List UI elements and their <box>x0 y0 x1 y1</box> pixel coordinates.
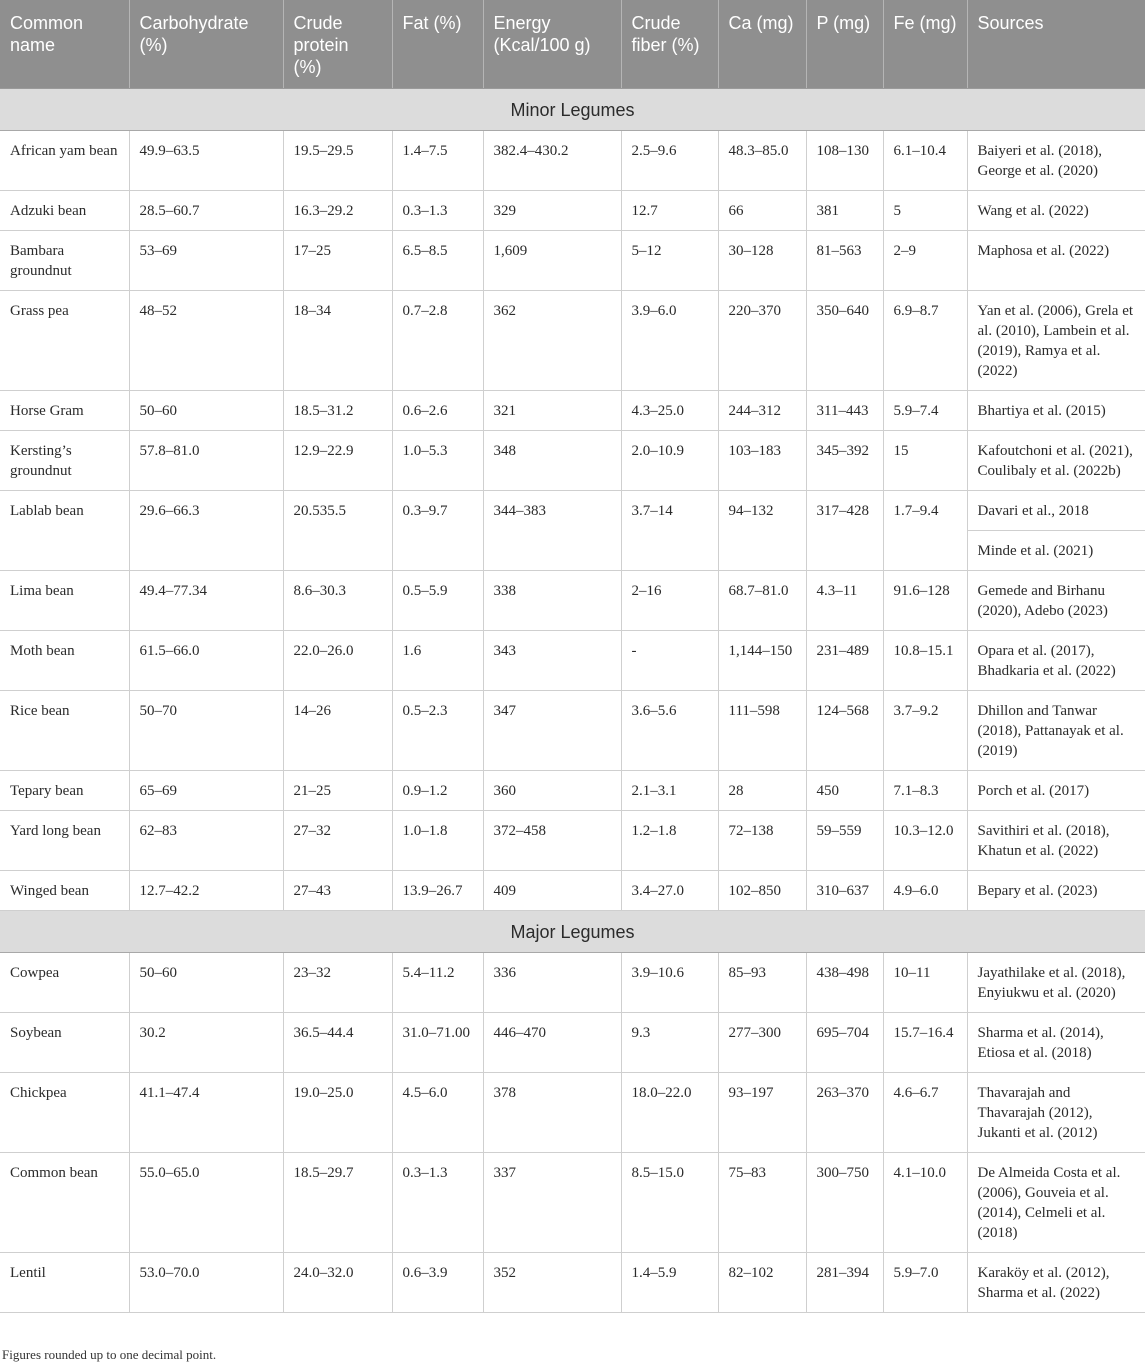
carbohydrate-cell: 12.7–42.2 <box>129 871 283 911</box>
energy-cell: 446–470 <box>483 1013 621 1073</box>
column-header: Carbohydrate (%) <box>129 0 283 89</box>
column-header: Crude protein (%) <box>283 0 392 89</box>
crude-fiber-cell: 3.9–10.6 <box>621 953 718 1013</box>
crude-protein-cell: 20.535.5 <box>283 491 392 571</box>
column-header: Sources <box>967 0 1145 89</box>
fat-cell: 0.6–2.6 <box>392 391 483 431</box>
fat-cell: 13.9–26.7 <box>392 871 483 911</box>
carbohydrate-cell: 57.8–81.0 <box>129 431 283 491</box>
fat-cell: 0.3–1.3 <box>392 191 483 231</box>
crude-fiber-cell: 8.5–15.0 <box>621 1153 718 1253</box>
crude-protein-cell: 14–26 <box>283 691 392 771</box>
crude-protein-cell: 8.6–30.3 <box>283 571 392 631</box>
phosphorus-cell: 281–394 <box>806 1253 883 1313</box>
sources-cell: Opara et al. (2017), Bhadkaria et al. (2022) <box>967 631 1145 691</box>
sources-cell: Bepary et al. (2023) <box>967 871 1145 911</box>
energy-cell: 336 <box>483 953 621 1013</box>
sources-cell: Wang et al. (2022) <box>967 191 1145 231</box>
carbohydrate-cell: 30.2 <box>129 1013 283 1073</box>
table-row <box>0 1153 1145 1253</box>
phosphorus-cell: 311–443 <box>806 391 883 431</box>
crude-protein-cell: 22.0–26.0 <box>283 631 392 691</box>
energy-cell: 344–383 <box>483 491 621 571</box>
iron-cell: 6.9–8.7 <box>883 291 967 391</box>
fat-cell: 1.6 <box>392 631 483 691</box>
fat-cell: 6.5–8.5 <box>392 231 483 291</box>
crude-protein-cell: 18–34 <box>283 291 392 391</box>
common-name-cell: Grass pea <box>0 291 129 391</box>
crude-protein-cell: 27–32 <box>283 811 392 871</box>
calcium-cell: 93–197 <box>718 1073 806 1153</box>
energy-cell: 360 <box>483 771 621 811</box>
table-row <box>0 571 1145 631</box>
crude-fiber-cell: 1.2–1.8 <box>621 811 718 871</box>
fat-cell: 1.0–1.8 <box>392 811 483 871</box>
sources-cell: Dhillon and Tanwar (2018), Pattanayak et al. (2019) <box>967 691 1145 771</box>
carbohydrate-cell: 53.0–70.0 <box>129 1253 283 1313</box>
phosphorus-cell: 300–750 <box>806 1153 883 1253</box>
section-title: Minor Legumes <box>0 89 1145 131</box>
fat-cell: 0.7–2.8 <box>392 291 483 391</box>
table-row <box>0 191 1145 231</box>
iron-cell: 10.8–15.1 <box>883 631 967 691</box>
section-row-minor <box>0 89 1145 131</box>
fat-cell: 0.9–1.2 <box>392 771 483 811</box>
iron-cell: 1.7–9.4 <box>883 491 967 571</box>
phosphorus-cell: 124–568 <box>806 691 883 771</box>
crude-fiber-cell: 3.4–27.0 <box>621 871 718 911</box>
common-name-cell: Yard long bean <box>0 811 129 871</box>
phosphorus-cell: 231–489 <box>806 631 883 691</box>
fat-cell: 0.3–1.3 <box>392 1153 483 1253</box>
calcium-cell: 244–312 <box>718 391 806 431</box>
crude-fiber-cell: 2.0–10.9 <box>621 431 718 491</box>
sources-cell: Maphosa et al. (2022) <box>967 231 1145 291</box>
column-header: Fe (mg) <box>883 0 967 89</box>
calcium-cell: 102–850 <box>718 871 806 911</box>
table-row <box>0 391 1145 431</box>
calcium-cell: 111–598 <box>718 691 806 771</box>
energy-cell: 338 <box>483 571 621 631</box>
table-row <box>0 1253 1145 1313</box>
energy-cell: 347 <box>483 691 621 771</box>
common-name-cell: Moth bean <box>0 631 129 691</box>
carbohydrate-cell: 41.1–47.4 <box>129 1073 283 1153</box>
energy-cell: 372–458 <box>483 811 621 871</box>
phosphorus-cell: 59–559 <box>806 811 883 871</box>
crude-fiber-cell: 12.7 <box>621 191 718 231</box>
energy-cell: 343 <box>483 631 621 691</box>
crude-fiber-cell: 2.5–9.6 <box>621 131 718 191</box>
fat-cell: 0.3–9.7 <box>392 491 483 571</box>
carbohydrate-cell: 49.9–63.5 <box>129 131 283 191</box>
crude-fiber-cell: 18.0–22.0 <box>621 1073 718 1153</box>
fat-cell: 0.5–5.9 <box>392 571 483 631</box>
carbohydrate-cell: 49.4–77.34 <box>129 571 283 631</box>
calcium-cell: 82–102 <box>718 1253 806 1313</box>
section-title: Major Legumes <box>0 911 1145 953</box>
energy-cell: 1,609 <box>483 231 621 291</box>
phosphorus-cell: 4.3–11 <box>806 571 883 631</box>
header-row <box>0 0 1145 89</box>
phosphorus-cell: 317–428 <box>806 491 883 571</box>
carbohydrate-cell: 55.0–65.0 <box>129 1153 283 1253</box>
sources-cell: Yan et al. (2006), Grela et al. (2010), Lambein et al. (2019), Ramya et al. (2022) <box>967 291 1145 391</box>
table-footnote: Figures rounded up to one decimal point. <box>2 1347 217 1362</box>
calcium-cell: 28 <box>718 771 806 811</box>
carbohydrate-cell: 50–60 <box>129 953 283 1013</box>
crude-fiber-cell: 3.6–5.6 <box>621 691 718 771</box>
iron-cell: 91.6–128 <box>883 571 967 631</box>
fat-cell: 5.4–11.2 <box>392 953 483 1013</box>
energy-cell: 382.4–430.2 <box>483 131 621 191</box>
common-name-cell: Horse Gram <box>0 391 129 431</box>
energy-cell: 378 <box>483 1073 621 1153</box>
column-header: Fat (%) <box>392 0 483 89</box>
crude-fiber-cell: 9.3 <box>621 1013 718 1073</box>
common-name-cell: Kersting’s groundnut <box>0 431 129 491</box>
fat-cell: 31.0–71.00 <box>392 1013 483 1073</box>
table-row <box>0 871 1145 911</box>
calcium-cell: 72–138 <box>718 811 806 871</box>
carbohydrate-cell: 65–69 <box>129 771 283 811</box>
iron-cell: 7.1–8.3 <box>883 771 967 811</box>
energy-cell: 321 <box>483 391 621 431</box>
common-name-cell: Soybean <box>0 1013 129 1073</box>
energy-cell: 348 <box>483 431 621 491</box>
carbohydrate-cell: 50–60 <box>129 391 283 431</box>
column-header: Ca (mg) <box>718 0 806 89</box>
sources-cell: Gemede and Birhanu (2020), Adebo (2023) <box>967 571 1145 631</box>
calcium-cell: 85–93 <box>718 953 806 1013</box>
fat-cell: 4.5–6.0 <box>392 1073 483 1153</box>
iron-cell: 15.7–16.4 <box>883 1013 967 1073</box>
crude-fiber-cell: 3.9–6.0 <box>621 291 718 391</box>
iron-cell: 2–9 <box>883 231 967 291</box>
carbohydrate-cell: 29.6–66.3 <box>129 491 283 571</box>
crude-protein-cell: 36.5–44.4 <box>283 1013 392 1073</box>
phosphorus-cell: 695–704 <box>806 1013 883 1073</box>
common-name-cell: Bambara groundnut <box>0 231 129 291</box>
table-row <box>0 811 1145 871</box>
crude-fiber-cell: 1.4–5.9 <box>621 1253 718 1313</box>
common-name-cell: Adzuki bean <box>0 191 129 231</box>
crude-protein-cell: 19.5–29.5 <box>283 131 392 191</box>
table-row <box>0 771 1145 811</box>
energy-cell: 329 <box>483 191 621 231</box>
table-row <box>0 1073 1145 1153</box>
column-header: P (mg) <box>806 0 883 89</box>
calcium-cell: 220–370 <box>718 291 806 391</box>
calcium-cell: 1,144–150 <box>718 631 806 691</box>
calcium-cell: 66 <box>718 191 806 231</box>
sources-cell: Karaköy et al. (2012), Sharma et al. (2022) <box>967 1253 1145 1313</box>
iron-cell: 5.9–7.4 <box>883 391 967 431</box>
iron-cell: 4.9–6.0 <box>883 871 967 911</box>
phosphorus-cell: 350–640 <box>806 291 883 391</box>
iron-cell: 10.3–12.0 <box>883 811 967 871</box>
crude-protein-cell: 12.9–22.9 <box>283 431 392 491</box>
common-name-cell: Chickpea <box>0 1073 129 1153</box>
common-name-cell: Rice bean <box>0 691 129 771</box>
sources-cell: Davari et al., 2018 <box>967 491 1145 531</box>
sources-cell: Kafoutchoni et al. (2021), Coulibaly et al. (2022b) <box>967 431 1145 491</box>
fat-cell: 1.4–7.5 <box>392 131 483 191</box>
table-row <box>0 631 1145 691</box>
sources-cell: Sharma et al. (2014), Etiosa et al. (2018) <box>967 1013 1145 1073</box>
crude-fiber-cell: 4.3–25.0 <box>621 391 718 431</box>
iron-cell: 3.7–9.2 <box>883 691 967 771</box>
phosphorus-cell: 108–130 <box>806 131 883 191</box>
calcium-cell: 277–300 <box>718 1013 806 1073</box>
table-row <box>0 953 1145 1013</box>
calcium-cell: 68.7–81.0 <box>718 571 806 631</box>
column-header: Common name <box>0 0 129 89</box>
carbohydrate-cell: 53–69 <box>129 231 283 291</box>
crude-protein-cell: 19.0–25.0 <box>283 1073 392 1153</box>
table-row <box>0 1013 1145 1073</box>
table-row <box>0 291 1145 391</box>
common-name-cell: Lima bean <box>0 571 129 631</box>
common-name-cell: Winged bean <box>0 871 129 911</box>
crude-protein-cell: 21–25 <box>283 771 392 811</box>
section-row-major <box>0 911 1145 953</box>
crude-protein-cell: 18.5–31.2 <box>283 391 392 431</box>
crude-fiber-cell: 2.1–3.1 <box>621 771 718 811</box>
sources-cell: Savithiri et al. (2018), Khatun et al. (2022) <box>967 811 1145 871</box>
calcium-cell: 48.3–85.0 <box>718 131 806 191</box>
energy-cell: 362 <box>483 291 621 391</box>
column-header: Energy (Kcal/100 g) <box>483 0 621 89</box>
iron-cell: 5.9–7.0 <box>883 1253 967 1313</box>
table-row <box>0 131 1145 191</box>
carbohydrate-cell: 28.5–60.7 <box>129 191 283 231</box>
crude-protein-cell: 24.0–32.0 <box>283 1253 392 1313</box>
calcium-cell: 30–128 <box>718 231 806 291</box>
iron-cell: 6.1–10.4 <box>883 131 967 191</box>
common-name-cell: Tepary bean <box>0 771 129 811</box>
energy-cell: 337 <box>483 1153 621 1253</box>
carbohydrate-cell: 50–70 <box>129 691 283 771</box>
iron-cell: 4.1–10.0 <box>883 1153 967 1253</box>
common-name-cell: Cowpea <box>0 953 129 1013</box>
sources-cell: De Almeida Costa et al. (2006), Gouveia et al. (2014), Celmeli et al. (2018) <box>967 1153 1145 1253</box>
crude-protein-cell: 16.3–29.2 <box>283 191 392 231</box>
crude-protein-cell: 18.5–29.7 <box>283 1153 392 1253</box>
phosphorus-cell: 310–637 <box>806 871 883 911</box>
common-name-cell: Common bean <box>0 1153 129 1253</box>
crude-fiber-cell: - <box>621 631 718 691</box>
phosphorus-cell: 263–370 <box>806 1073 883 1153</box>
sources-cell: Baiyeri et al. (2018), George et al. (2020) <box>967 131 1145 191</box>
sources-cell: Jayathilake et al. (2018), Enyiukwu et al. (2020) <box>967 953 1145 1013</box>
carbohydrate-cell: 61.5–66.0 <box>129 631 283 691</box>
phosphorus-cell: 438–498 <box>806 953 883 1013</box>
crude-protein-cell: 23–32 <box>283 953 392 1013</box>
common-name-cell: Lablab bean <box>0 491 129 571</box>
crude-protein-cell: 27–43 <box>283 871 392 911</box>
crude-fiber-cell: 2–16 <box>621 571 718 631</box>
calcium-cell: 94–132 <box>718 491 806 571</box>
sources-cell: Bhartiya et al. (2015) <box>967 391 1145 431</box>
table-row <box>0 231 1145 291</box>
iron-cell: 4.6–6.7 <box>883 1073 967 1153</box>
energy-cell: 352 <box>483 1253 621 1313</box>
phosphorus-cell: 81–563 <box>806 231 883 291</box>
sources-cell: Minde et al. (2021) <box>967 531 1145 571</box>
carbohydrate-cell: 62–83 <box>129 811 283 871</box>
fat-cell: 0.5–2.3 <box>392 691 483 771</box>
iron-cell: 15 <box>883 431 967 491</box>
table-row <box>0 431 1145 491</box>
common-name-cell: Lentil <box>0 1253 129 1313</box>
iron-cell: 10–11 <box>883 953 967 1013</box>
sources-cell: Porch et al. (2017) <box>967 771 1145 811</box>
calcium-cell: 75–83 <box>718 1153 806 1253</box>
carbohydrate-cell: 48–52 <box>129 291 283 391</box>
energy-cell: 409 <box>483 871 621 911</box>
phosphorus-cell: 381 <box>806 191 883 231</box>
table-row <box>0 691 1145 771</box>
crude-fiber-cell: 3.7–14 <box>621 491 718 571</box>
phosphorus-cell: 450 <box>806 771 883 811</box>
common-name-cell: African yam bean <box>0 131 129 191</box>
crude-protein-cell: 17–25 <box>283 231 392 291</box>
calcium-cell: 103–183 <box>718 431 806 491</box>
sources-cell: Thavarajah and Thavarajah (2012), Jukanti et al. (2012) <box>967 1073 1145 1153</box>
table-body <box>0 89 1145 1313</box>
crude-fiber-cell: 5–12 <box>621 231 718 291</box>
fat-cell: 1.0–5.3 <box>392 431 483 491</box>
phosphorus-cell: 345–392 <box>806 431 883 491</box>
column-header: Crude fiber (%) <box>621 0 718 89</box>
table-row <box>0 491 1145 531</box>
fat-cell: 0.6–3.9 <box>392 1253 483 1313</box>
iron-cell: 5 <box>883 191 967 231</box>
